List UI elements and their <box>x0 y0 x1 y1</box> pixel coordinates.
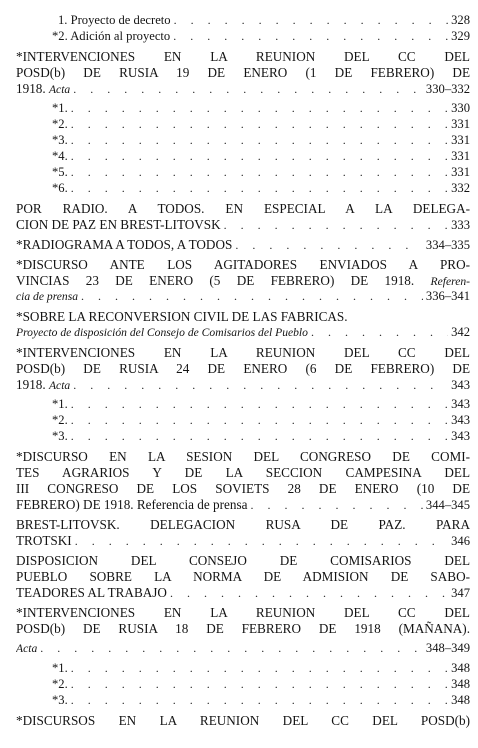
toc-page-number: 334–335 <box>425 238 470 252</box>
toc-heading-line <box>16 552 470 569</box>
toc-heading-line <box>16 464 470 481</box>
toc-entry-title: BREST-LITOVSK. DELEGACION RUSA DE PAZ. PARA <box>16 517 470 532</box>
toc-entry-title: *INTERVENCIONES EN LA REUNION DEL CC DEL <box>16 345 470 360</box>
dot-leader <box>250 497 422 513</box>
dot-leader <box>170 585 448 601</box>
toc-entry-title: TEADORES AL TRABAJO <box>16 585 167 600</box>
toc-entry-title: Proyecto de disposición del Consejo de Comisarios del Pueblo <box>16 326 308 339</box>
toc-entry <box>16 288 470 305</box>
toc-entry-title: 1. Proyecto de decreto <box>58 13 171 27</box>
toc-entry <box>52 148 470 165</box>
toc-page-number: 343 <box>451 397 470 411</box>
toc-page-number: 331 <box>451 165 470 179</box>
toc-entry <box>52 132 470 149</box>
toc-entry <box>16 216 470 233</box>
toc-entry-title: DISPOSICION DEL CONSEJO DE COMISARIOS DEL <box>16 553 470 568</box>
toc-entry-title: POR RADIO. A TODOS. EN ESPECIAL A LA DELEGA- <box>16 201 470 216</box>
dot-leader <box>71 660 448 677</box>
toc-page-number: 343 <box>451 413 470 427</box>
toc-entry-title: cia de prensa <box>16 290 79 303</box>
toc-heading-line <box>16 308 470 325</box>
dot-leader <box>71 132 448 149</box>
toc-page-number: 336–341 <box>425 289 470 303</box>
toc-heading-line <box>16 360 470 377</box>
toc-heading-line <box>16 256 470 273</box>
toc-page-number: 330 <box>451 101 470 115</box>
toc-entry-title: POSD(b) DE RUSIA 18 DE FEBRERO DE 1918 (MAÑANA). <box>16 621 470 636</box>
toc-entry-title: TES AGRARIOS Y DE LA SECCION CAMPESINA DEL <box>16 465 470 480</box>
toc-page-number: 348 <box>451 661 470 675</box>
toc-entry <box>52 676 470 693</box>
toc-heading-line <box>16 604 470 621</box>
dot-leader <box>71 164 448 181</box>
toc-heading-line <box>16 48 470 65</box>
toc-page-number: 333 <box>451 218 470 232</box>
toc-entry <box>16 236 470 253</box>
toc-entry-title: III CONGRESO DE LOS SOVIETS 28 DE ENERO (10 DE <box>16 481 470 496</box>
toc-entry <box>52 396 470 413</box>
dot-leader <box>173 28 448 45</box>
toc-page-number: 348 <box>451 693 470 707</box>
toc-entry <box>58 12 470 29</box>
toc-page-number: 332 <box>451 181 470 195</box>
toc-entry-title: TROTSKI <box>16 533 72 548</box>
toc-entry <box>52 164 470 181</box>
toc-page-number: 347 <box>451 586 470 600</box>
dot-leader <box>224 217 448 233</box>
toc-entry <box>52 412 470 429</box>
toc-entry-title: *2. <box>52 117 68 131</box>
toc-entry <box>52 100 470 117</box>
dot-leader <box>174 12 449 29</box>
toc-entry-title: *4. <box>52 149 68 163</box>
toc-entry-title: *2. Adición al proyecto <box>52 29 171 43</box>
dot-leader <box>71 676 448 693</box>
toc-page-number: 331 <box>451 117 470 131</box>
toc-entry-title: VINCIAS 23 DE ENERO (5 DE FEBRERO) DE 1918. Referen- <box>16 273 470 288</box>
toc-page-number: 343 <box>451 378 470 392</box>
toc-page-number: 331 <box>451 133 470 147</box>
dot-leader <box>71 412 448 429</box>
toc-entry <box>16 324 470 341</box>
dot-leader <box>71 116 448 133</box>
toc-heading-line <box>16 448 470 465</box>
dot-leader <box>311 324 448 341</box>
dot-leader <box>73 377 448 393</box>
toc-entry <box>52 428 470 445</box>
toc-heading-line <box>16 480 470 497</box>
toc-entry-title: *5. <box>52 165 68 179</box>
toc-entry-title: *3. <box>52 133 68 147</box>
toc-entry <box>16 640 470 657</box>
toc-page-number: 346 <box>451 534 470 548</box>
toc-heading-line <box>16 620 470 637</box>
toc-entry-title: *2. <box>52 413 68 427</box>
toc-page-number: 343 <box>451 429 470 443</box>
toc-page-number: 329 <box>451 29 470 43</box>
toc-entry <box>52 660 470 677</box>
toc-page-number: 348 <box>451 677 470 691</box>
toc-entry-title: *6. <box>52 181 68 195</box>
toc-page-number: 330–332 <box>425 82 470 96</box>
toc-entry-title: *3. <box>52 429 68 443</box>
dot-leader <box>75 533 448 549</box>
dot-leader <box>73 81 423 97</box>
toc-entry <box>16 80 470 97</box>
toc-entry-title: CION DE PAZ EN BREST-LITOVSK <box>16 217 221 232</box>
toc-entry-title: *1. <box>52 397 68 411</box>
toc-entry <box>16 584 470 601</box>
dot-leader <box>235 237 423 253</box>
dot-leader <box>71 148 448 165</box>
toc-entry-title: *INTERVENCIONES EN LA REUNION DEL CC DEL <box>16 49 470 64</box>
toc-heading-line <box>16 712 470 729</box>
dot-leader <box>71 180 448 197</box>
dot-leader <box>71 100 448 117</box>
toc-heading-line <box>16 200 470 217</box>
toc-page-number: 342 <box>451 325 470 339</box>
toc-page-number: 328 <box>451 13 470 27</box>
toc-entry-title: *2. <box>52 677 68 691</box>
toc-entry-title: 1918. Acta <box>16 377 71 392</box>
toc-entry <box>52 180 470 197</box>
dot-leader <box>81 288 423 305</box>
toc-entry-title: Acta <box>16 642 38 655</box>
toc-entry <box>16 496 470 513</box>
toc-heading-line <box>16 272 470 289</box>
toc-entry-title: *3. <box>52 693 68 707</box>
toc-entry-title: FEBRERO) DE 1918. Referencia de prensa <box>16 497 248 512</box>
toc-entry-title: *DISCURSOS EN LA REUNION DEL CC DEL POSD(b) <box>16 713 470 728</box>
dot-leader <box>71 396 448 413</box>
toc-heading-line <box>16 516 470 533</box>
toc-entry-title: PUEBLO SOBRE LA NORMA DE ADMISION DE SABO- <box>16 569 470 584</box>
toc-entry-title: POSD(b) DE RUSIA 19 DE ENERO (1 DE FEBRERO) DE <box>16 65 470 80</box>
toc-entry-title: 1918. Acta <box>16 81 71 96</box>
toc-entry <box>52 116 470 133</box>
toc-page-number: 348–349 <box>425 641 470 655</box>
dot-leader <box>40 640 423 657</box>
toc-entry-title: *DISCURSO EN LA SESION DEL CONGRESO DE COMI- <box>16 449 470 464</box>
toc-entry-title: *RADIOGRAMA A TODOS, A TODOS <box>16 237 233 252</box>
toc-entry <box>52 692 470 709</box>
toc-page-number: 344–345 <box>425 498 470 512</box>
toc-entry <box>52 28 470 45</box>
toc-entry <box>16 376 470 393</box>
toc-page-number: 331 <box>451 149 470 163</box>
toc-heading-line <box>16 568 470 585</box>
toc-heading-line <box>16 344 470 361</box>
toc-entry-title: *1. <box>52 661 68 675</box>
toc-entry-title: *SOBRE LA RECONVERSION CIVIL DE LAS FABRICAS. <box>16 309 348 324</box>
toc-entry-title: *DISCURSO ANTE LOS AGITADORES ENVIADOS A PRO- <box>16 257 470 272</box>
toc-entry <box>16 532 470 549</box>
toc-heading-line <box>16 64 470 81</box>
toc-entry-title: POSD(b) DE RUSIA 24 DE ENERO (6 DE FEBRERO) DE <box>16 361 470 376</box>
toc-entry-title: *INTERVENCIONES EN LA REUNION DEL CC DEL <box>16 605 470 620</box>
dot-leader <box>71 428 448 445</box>
toc-entry-title: *1. <box>52 101 68 115</box>
dot-leader <box>71 692 448 709</box>
